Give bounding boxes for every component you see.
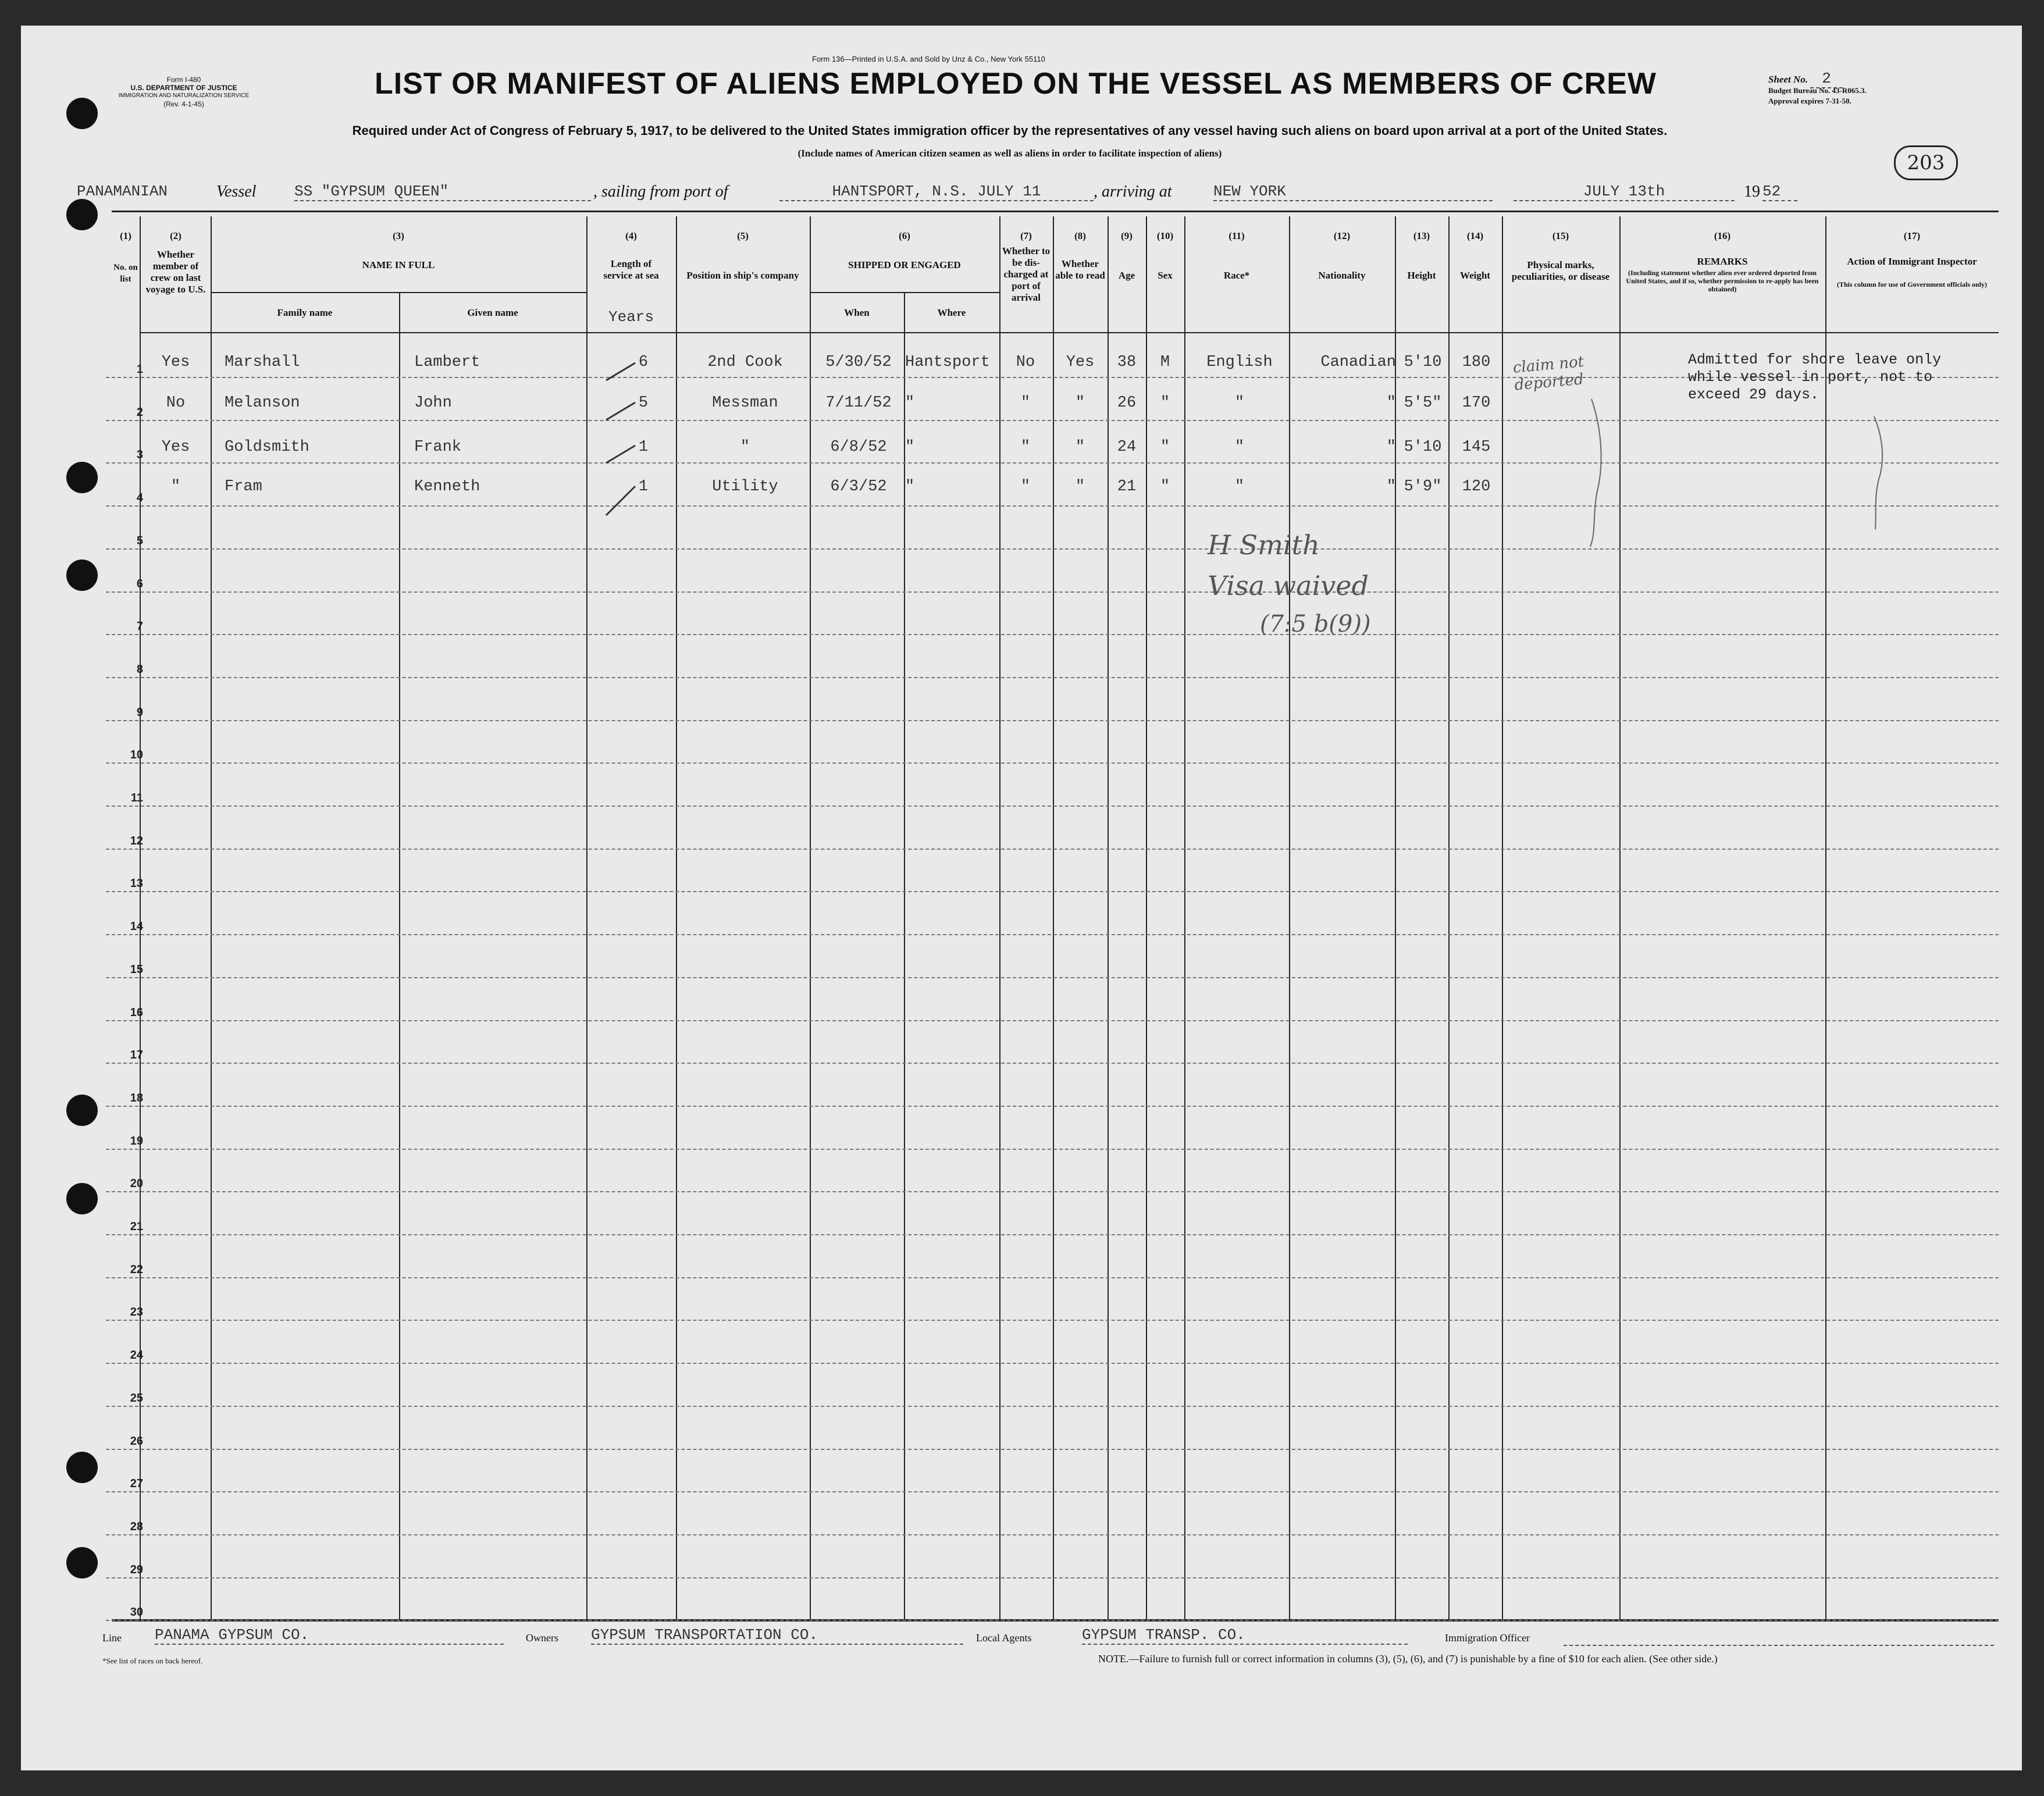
row-line: [106, 977, 1999, 978]
cell-age: 21: [1117, 478, 1137, 496]
col8-number: (8): [1074, 230, 1086, 241]
row-number: 14: [130, 920, 143, 933]
form-subnote: (Include names of American citizen seamen as well as aliens in order to facilitate inspection of aliens): [797, 148, 1222, 159]
vessel-name: SS "GYPSUM QUEEN": [294, 183, 591, 201]
row-line: [106, 1449, 1999, 1450]
cell-position: ": [740, 439, 750, 456]
col4-unit: Years: [608, 308, 654, 326]
cell-given: Lambert: [414, 354, 480, 371]
row-number: 3: [136, 448, 143, 461]
penalty-note: NOTE.—Failure to furnish full or correct information in columns (3), (5), (6), and (7) is punishable by a fine of $10 for each alien. (See other side.): [1098, 1653, 1718, 1665]
port-from: HANTSPORT, N.S. JULY 11: [779, 183, 1094, 201]
cell-service: 1: [638, 439, 649, 456]
cell-weight: 170: [1462, 394, 1491, 412]
row-number: 1: [136, 363, 143, 376]
punch-hole: [66, 1095, 98, 1126]
row-number: 25: [130, 1392, 143, 1405]
budget-line: Budget Bureau No. 43-R065.3.: [1768, 86, 1867, 95]
form-id-line: (Rev. 4-1-45): [163, 100, 204, 108]
column-divider: [1146, 216, 1147, 1619]
column-divider: [399, 292, 400, 1619]
column-divider: [1502, 216, 1503, 1619]
cell-age: 24: [1117, 439, 1137, 456]
col13-number: (13): [1413, 230, 1430, 241]
col6-header: SHIPPED OR ENGAGED: [848, 259, 961, 270]
cell-when: 6/3/52: [830, 478, 887, 496]
col11-number: (11): [1228, 230, 1245, 241]
arrival-date: JULY 13th: [1514, 183, 1735, 201]
owners-label: Owners: [526, 1632, 558, 1644]
row-number: 2: [136, 406, 143, 419]
punch-hole: [66, 560, 98, 591]
row-number: 16: [130, 1006, 143, 1019]
col1-header: No. on list: [113, 263, 138, 284]
cell-when: 7/11/52: [825, 394, 892, 412]
header-bottom-rule: [140, 332, 1999, 333]
col17-number: (17): [1903, 230, 1921, 241]
year-value: 52: [1762, 183, 1797, 201]
cell-race: ": [1234, 439, 1245, 456]
cell-given: Kenneth: [414, 478, 480, 496]
cell-family: Fram: [225, 478, 262, 496]
cell-age: 38: [1117, 354, 1137, 371]
row-number: 24: [130, 1349, 143, 1362]
row-line: [106, 634, 1999, 635]
row-number: 17: [130, 1049, 143, 1061]
stamp-number: 203: [1894, 145, 1958, 180]
cell-age: 26: [1117, 394, 1137, 412]
cell-sex: M: [1160, 354, 1170, 371]
column-divider: [1108, 216, 1109, 1619]
col14-header: Weight: [1460, 270, 1490, 281]
column-divider: [1184, 216, 1185, 1619]
row-number: 30: [130, 1606, 143, 1619]
row-line: [106, 1491, 1999, 1492]
cell-sex: ": [1160, 478, 1170, 496]
cell-family: Goldsmith: [225, 439, 309, 456]
form-id-line: Form I-480: [166, 76, 201, 84]
row-line: [106, 420, 1999, 421]
cell-crew: Yes: [161, 439, 190, 456]
race-footnote: *See list of races on back hereof.: [102, 1656, 203, 1665]
cell-sex: ": [1160, 439, 1170, 456]
column-divider: [1448, 216, 1450, 1619]
tick-mark: [606, 363, 635, 380]
row-line: [106, 1406, 1999, 1407]
cell-given: Frank: [414, 439, 462, 456]
col7-header: Whether to be dis-charged at port of arrival: [1002, 245, 1051, 303]
row-line: [106, 720, 1999, 721]
col12-header: Nationality: [1318, 270, 1366, 281]
visa-waived-note: Visa waived: [1208, 570, 1369, 601]
col6b-header: Where: [937, 307, 966, 318]
page-title: LIST OR MANIFEST OF ALIENS EMPLOYED ON THE VESSEL AS MEMBERS OF CREW: [375, 67, 1657, 101]
row-line: [106, 1063, 1999, 1064]
cell-read: Yes: [1066, 354, 1095, 371]
col2-number: (2): [170, 230, 181, 241]
row-line: [106, 806, 1999, 807]
bracket-mark: [1869, 415, 1893, 532]
row-number: 4: [136, 491, 143, 504]
row-line: [106, 1534, 1999, 1535]
col9-header: Age: [1118, 270, 1135, 281]
col2-header: Whether member of crew on last voyage to U.S.: [145, 249, 206, 295]
row-line: [106, 462, 1999, 464]
cell-race: ": [1234, 394, 1245, 412]
col17-header: Action of Immigrant Inspector: [1847, 256, 1977, 267]
col11-header: Race*: [1223, 270, 1250, 281]
tick-mark: [606, 446, 635, 463]
row-line: [106, 1577, 1999, 1578]
row-number: 15: [130, 963, 143, 976]
cell-crew: No: [166, 394, 186, 412]
column-divider: [1289, 216, 1290, 1619]
column-divider: [586, 216, 587, 1619]
punch-hole: [66, 1547, 98, 1578]
row-number: 26: [130, 1435, 143, 1448]
cell-nationality: ": [1386, 394, 1396, 412]
col15-number: (15): [1552, 230, 1569, 241]
cell-height: 5'10: [1404, 354, 1442, 371]
col5-number: (5): [737, 230, 749, 241]
manifest-sheet: [21, 26, 2022, 1770]
cell-nationality: ": [1386, 439, 1396, 456]
sheet-number: [1768, 70, 1843, 87]
vessel-label: Vessel: [216, 183, 257, 201]
row-number: 12: [130, 835, 143, 847]
cell-when: 5/30/52: [825, 354, 892, 371]
port-to: NEW YORK: [1213, 183, 1493, 201]
cell-race: English: [1206, 354, 1273, 371]
cell-where: ": [905, 439, 915, 456]
cell-height: 5'10: [1404, 439, 1442, 456]
row-number: 7: [136, 620, 143, 633]
printer-note: Form 136—Printed in U.S.A. and Sold by Unz & Co., New York 55110: [812, 55, 1045, 63]
cell-nationality: ": [1386, 478, 1396, 496]
cell-where: Hantsport: [905, 354, 990, 371]
col13-header: Height: [1407, 270, 1436, 281]
row-number: 20: [130, 1177, 143, 1190]
col17-note: (This column for use of Government officials only): [1836, 280, 1988, 288]
cell-family: Melanson: [225, 394, 300, 412]
col3-header: NAME IN FULL: [362, 259, 435, 270]
row-line: [106, 891, 1999, 892]
col5-header: Position in ship's company: [686, 270, 799, 281]
row-number: 18: [130, 1092, 143, 1104]
cell-given: John: [414, 394, 452, 412]
col4-header: Length of service at sea: [603, 258, 659, 281]
form-id-line: U.S. DEPARTMENT OF JUSTICE: [130, 84, 237, 92]
cell-crew: ": [170, 478, 181, 496]
cell-family: Marshall: [225, 354, 300, 371]
cell-sex: ": [1160, 394, 1170, 412]
row-line: [106, 762, 1999, 764]
row-line: [106, 1620, 1999, 1621]
row-line: [106, 1363, 1999, 1364]
officer-label: Immigration Officer: [1445, 1632, 1530, 1644]
form-id-line: IMMIGRATION AND NATURALIZATION SERVICE: [118, 92, 250, 99]
column-divider: [1825, 216, 1826, 1619]
col1-number: (1): [120, 230, 131, 241]
col14-number: (14): [1466, 230, 1484, 241]
cell-position: 2nd Cook: [707, 354, 783, 371]
row-line: [106, 1149, 1999, 1150]
col3b-header: Given name: [467, 307, 518, 318]
row-line: [106, 591, 1999, 593]
cell-where: ": [905, 478, 915, 496]
cell-crew: Yes: [161, 354, 190, 371]
agents-value: GYPSUM TRANSP. CO.: [1082, 1626, 1408, 1645]
cell-discharged: ": [1020, 478, 1031, 496]
row-number: 5: [136, 534, 143, 547]
table-top-rule: [112, 211, 1999, 212]
cell-nationality: Canadian: [1320, 354, 1396, 371]
cell-service: 5: [638, 394, 649, 412]
column-divider: [999, 216, 1000, 1619]
row-number: 27: [130, 1477, 143, 1490]
col10-number: (10): [1156, 230, 1174, 241]
col6a-header: When: [844, 307, 870, 318]
row-line: [106, 1234, 1999, 1235]
col3a-header: Family name: [277, 307, 333, 318]
cell-weight: 180: [1462, 354, 1491, 371]
remarks-note: Admitted for shore leave only while vessel in port, not to exceed 29 days.: [1688, 351, 1942, 403]
column-divider: [1395, 216, 1396, 1619]
col15-header: Physical marks, peculiarities, or disease: [1511, 259, 1610, 282]
col12-number: (12): [1333, 230, 1351, 241]
cell-read: ": [1075, 439, 1085, 456]
row-line: [106, 1191, 1999, 1192]
punch-hole: [66, 462, 98, 493]
column-divider: [1619, 216, 1621, 1619]
agents-label: Local Agents: [976, 1632, 1032, 1644]
sailing-label: , sailing from port of: [593, 183, 728, 201]
punch-hole: [66, 1452, 98, 1483]
cell-when: 6/8/52: [830, 439, 887, 456]
row-line: [106, 1106, 1999, 1107]
cell-weight: 145: [1462, 439, 1491, 456]
line-value: PANAMA GYPSUM CO.: [155, 1626, 504, 1645]
row-number: 28: [130, 1520, 143, 1533]
year-prefix: 19: [1744, 183, 1760, 201]
cell-where: ": [905, 394, 915, 412]
cell-discharged: ": [1020, 439, 1031, 456]
col16-header: REMARKS: [1697, 256, 1748, 267]
vessel-flag: PANAMANIAN: [77, 183, 168, 200]
inspector-signature: H Smith: [1208, 529, 1320, 561]
form-id: [97, 76, 271, 108]
cell-race: ": [1234, 478, 1245, 496]
row-number: 8: [136, 663, 143, 676]
row-line: [106, 1320, 1999, 1321]
form-subtitle: Required under Act of Congress of February 5, 1917, to be delivered to the United States immigration officer by the representatives of any vessel having such aliens on board upon arrival at a port of the United States.: [352, 123, 1668, 138]
row-line: [106, 849, 1999, 850]
cell-height: 5'9": [1404, 478, 1442, 496]
row-line: [106, 677, 1999, 678]
punch-hole: [66, 199, 98, 230]
tick-mark: [606, 402, 635, 420]
column-divider: [1053, 216, 1054, 1619]
col16-number: (16): [1714, 230, 1731, 241]
tick-marks: [603, 351, 649, 526]
row-number: 29: [130, 1563, 143, 1576]
row-number: 21: [130, 1220, 143, 1233]
col9-number: (9): [1121, 230, 1133, 241]
column-divider: [810, 216, 811, 1619]
cell-read: ": [1075, 478, 1085, 496]
statute-citation: (7:5 b(9)): [1260, 611, 1371, 637]
col3-number: (3): [393, 230, 404, 241]
row-number: 22: [130, 1263, 143, 1276]
arriving-label: , arriving at: [1094, 183, 1172, 201]
column-divider: [140, 216, 141, 1619]
row-number: 6: [136, 578, 143, 590]
row-number: 9: [136, 706, 143, 719]
bracket-mark: [1586, 398, 1609, 549]
col6-number: (6): [899, 230, 910, 241]
cell-position: Utility: [712, 478, 778, 496]
officer-signature-field[interactable]: [1564, 1644, 1994, 1646]
approval-line: Approval expires 7-31-50.: [1768, 97, 1851, 105]
row-number: 23: [130, 1306, 143, 1319]
row-line: [106, 1020, 1999, 1021]
column-divider: [211, 216, 212, 1619]
cell-discharged: No: [1016, 354, 1035, 371]
row-line: [106, 505, 1999, 507]
punch-hole: [66, 1183, 98, 1214]
col10-header: Sex: [1158, 270, 1173, 281]
owners-value: GYPSUM TRANSPORTATION CO.: [591, 1626, 963, 1645]
cell-read: ": [1075, 394, 1085, 412]
cell-height: 5'5": [1404, 394, 1442, 412]
row-number: 13: [130, 877, 143, 890]
col16-note: (Including statement whether alien ever ordered deported from United States, and if so, whether permission to re-apply has been obtained): [1626, 269, 1819, 293]
sheet-label: Sheet No.: [1768, 74, 1808, 85]
cell-weight: 120: [1462, 478, 1491, 496]
cell-discharged: ": [1020, 394, 1031, 412]
col8-header: Whether able to read: [1055, 258, 1105, 281]
row-number: 11: [130, 792, 143, 804]
row-line: [106, 934, 1999, 935]
punch-hole: [66, 98, 98, 129]
row-line: [106, 548, 1999, 550]
row-line: [106, 1277, 1999, 1278]
cell-service: 6: [638, 354, 649, 371]
name-subheader-rule: [211, 292, 586, 293]
row-number: 19: [130, 1135, 143, 1148]
sheet-value: 2: [1810, 70, 1843, 88]
cell-position: Messman: [712, 394, 778, 412]
line-label: Line: [102, 1632, 122, 1644]
column-divider: [676, 216, 677, 1619]
row-number: 10: [130, 749, 143, 761]
col7-number: (7): [1020, 230, 1032, 241]
tick-mark: [606, 486, 635, 515]
physical-marks-note: claim not deported: [1512, 353, 1585, 394]
cell-service: 1: [638, 478, 649, 496]
col4-number: (4): [625, 230, 637, 241]
